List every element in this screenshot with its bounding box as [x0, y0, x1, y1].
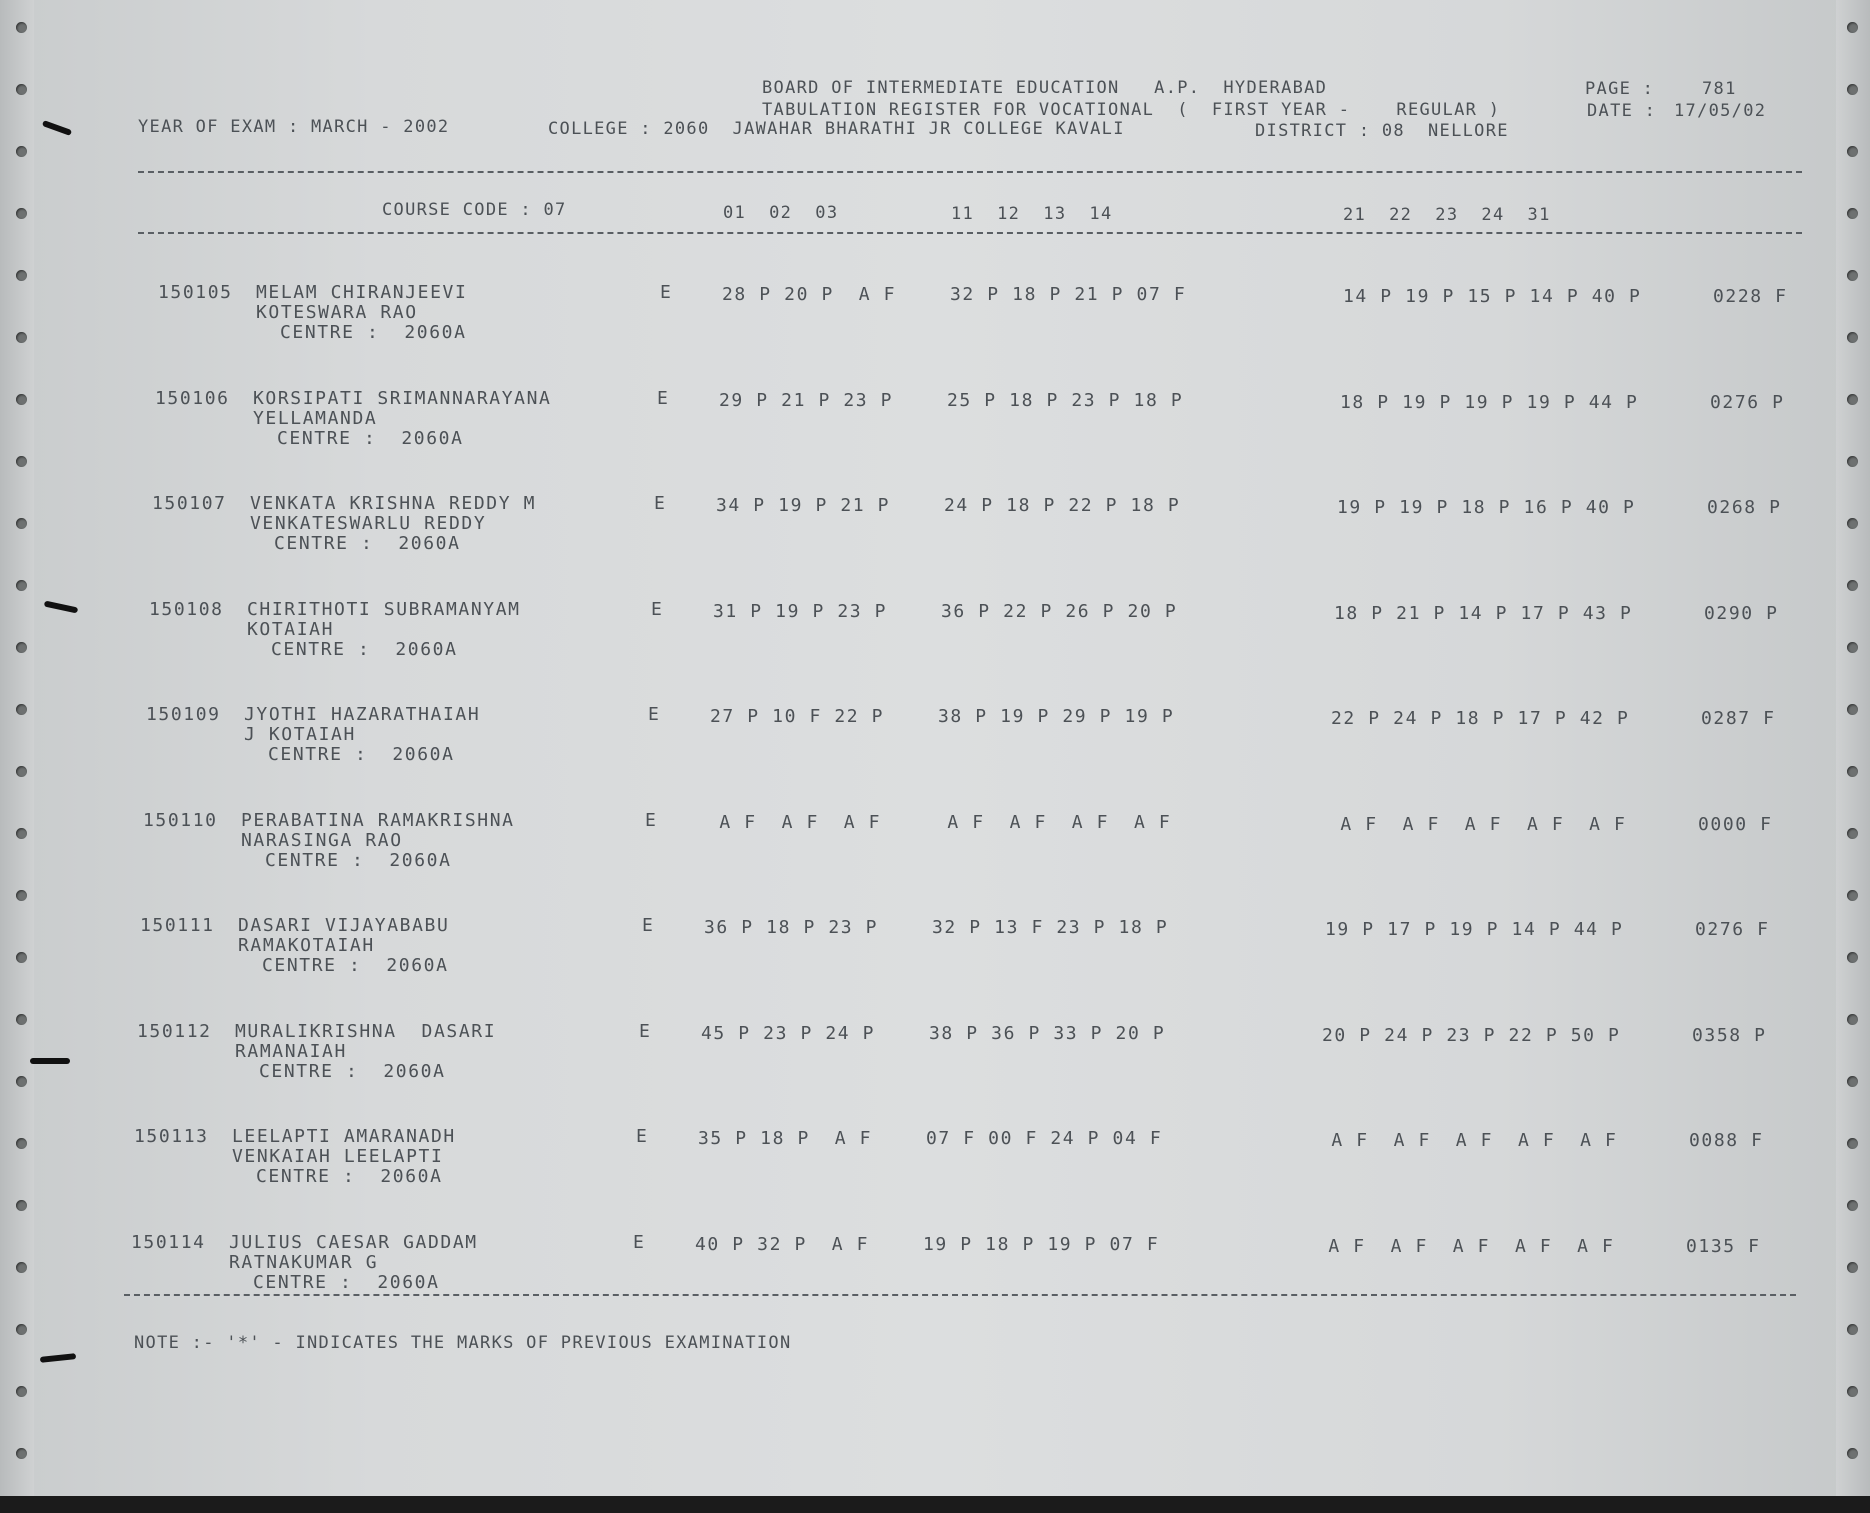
parent-name: VENKAIAH LEELAPTI: [232, 1146, 444, 1167]
marks-group-2: 19 P 18 P 19 P 07 F: [923, 1233, 1160, 1255]
parent-name: NARASINGA RAO: [241, 829, 403, 851]
centre-code: CENTRE : 2060A: [271, 638, 458, 660]
page-number: 781: [1702, 79, 1737, 99]
roll-number: 150109: [146, 704, 221, 725]
marks-group-2: 32 P 13 F 23 P 18 P: [932, 917, 1169, 938]
centre-code: CENTRE : 2060A: [268, 744, 455, 765]
marks-group-2: A F A F A F A F: [935, 811, 1172, 833]
binding-mark: [40, 1353, 76, 1363]
marks-group-2: 24 P 18 P 22 P 18 P: [944, 495, 1181, 516]
marks-group-3: 20 P 24 P 23 P 22 P 50 P: [1322, 1024, 1621, 1046]
marks-group-2: 25 P 18 P 23 P 18 P: [947, 389, 1184, 411]
parent-name: RAMAKOTAIAH: [238, 935, 375, 956]
date-label: DATE :: [1587, 101, 1657, 121]
marks-group-3: A F A F A F A F A F: [1328, 813, 1627, 835]
candidate-name: KORSIPATI SRIMANNARAYANA: [253, 387, 552, 409]
marks-group-1: 28 P 20 P A F: [722, 284, 897, 305]
student-record: [0, 388, 1867, 493]
student-record: [0, 282, 1870, 387]
register-title: TABULATION REGISTER FOR VOCATIONAL ( FIRST YEAR - REGULAR ): [762, 100, 1501, 120]
marks-group-3: 18 P 19 P 19 P 19 P 44 P: [1340, 391, 1639, 413]
feed-hole: [1847, 1448, 1858, 1459]
footer-note: NOTE :- '*' - INDICATES THE MARKS OF PREVIOUS EXAMINATION: [134, 1333, 792, 1353]
marks-group-1: 36 P 18 P 23 P: [704, 917, 879, 938]
medium: E: [642, 915, 655, 936]
total-result: 0287 F: [1701, 708, 1776, 729]
medium: E: [645, 809, 658, 831]
student-record: [0, 810, 1855, 915]
feed-hole: [16, 84, 27, 95]
student-record: [0, 493, 1864, 598]
marks-group-3: 19 P 17 P 19 P 14 P 44 P: [1325, 919, 1624, 940]
candidate-name: VENKATA KRISHNA REDDY M: [250, 493, 537, 514]
student-record: [0, 1232, 1843, 1337]
column-group-3: 21 22 23 24 31: [1343, 205, 1551, 225]
feed-hole: [16, 146, 27, 157]
student-record: [0, 704, 1858, 809]
centre-code: CENTRE : 2060A: [265, 849, 452, 871]
roll-number: 150112: [137, 1020, 212, 1042]
feed-hole: [1847, 270, 1858, 281]
candidate-name: MELAM CHIRANJEEVI: [256, 282, 468, 303]
divider-header: [138, 232, 1802, 234]
roll-number: 150113: [134, 1126, 209, 1147]
total-result: 0228 F: [1713, 286, 1788, 307]
centre-code: CENTRE : 2060A: [274, 533, 461, 554]
centre-code: CENTRE : 2060A: [262, 955, 449, 976]
district-name: DISTRICT : 08 NELLORE: [1255, 121, 1509, 141]
feed-hole: [1847, 1262, 1858, 1273]
medium: E: [636, 1126, 649, 1147]
binding-mark: [42, 120, 72, 136]
total-result: 0135 F: [1686, 1235, 1761, 1257]
year-of-exam: YEAR OF EXAM : MARCH - 2002: [138, 117, 450, 137]
parent-name: YELLAMANDA: [253, 407, 378, 429]
feed-hole: [16, 1448, 27, 1459]
marks-group-3: A F A F A F A F A F: [1319, 1130, 1618, 1151]
course-code: COURSE CODE : 07: [382, 200, 567, 220]
parent-name: KOTAIAH: [247, 618, 335, 640]
roll-number: 150105: [158, 282, 233, 303]
marks-group-3: 22 P 24 P 18 P 17 P 42 P: [1331, 708, 1630, 729]
parent-name: RAMANAIAH: [235, 1040, 347, 1062]
centre-code: CENTRE : 2060A: [256, 1166, 443, 1187]
student-record: [0, 1021, 1849, 1126]
marks-group-1: 34 P 19 P 21 P: [716, 495, 891, 516]
feed-hole: [1847, 208, 1858, 219]
parent-name: RATNAKUMAR G: [229, 1251, 379, 1273]
total-result: 0290 P: [1704, 602, 1779, 624]
divider-bottom: [124, 1294, 1796, 1296]
parent-name: J KOTAIAH: [244, 724, 356, 745]
medium: E: [657, 387, 670, 409]
marks-group-3: A F A F A F A F A F: [1316, 1235, 1615, 1257]
total-result: 0276 P: [1710, 391, 1785, 413]
marks-group-2: 38 P 36 P 33 P 20 P: [929, 1022, 1166, 1044]
marks-group-2: 32 P 18 P 21 P 07 F: [950, 284, 1187, 305]
centre-code: CENTRE : 2060A: [277, 427, 464, 449]
marks-group-1: 45 P 23 P 24 P: [701, 1022, 876, 1044]
roll-number: 150114: [131, 1231, 206, 1253]
medium: E: [654, 493, 667, 514]
marks-group-2: 38 P 19 P 29 P 19 P: [938, 706, 1175, 727]
total-result: 0268 P: [1707, 497, 1782, 518]
candidate-name: PERABATINA RAMAKRISHNA: [241, 809, 515, 831]
roll-number: 150108: [149, 598, 224, 620]
feed-hole: [1847, 1386, 1858, 1397]
feed-hole: [16, 270, 27, 281]
candidate-name: MURALIKRISHNA DASARI: [235, 1020, 497, 1042]
feed-hole: [1847, 84, 1858, 95]
total-result: 0088 F: [1689, 1130, 1764, 1151]
marks-group-1: 31 P 19 P 23 P: [713, 600, 888, 622]
candidate-name: DASARI VIJAYABABU: [238, 915, 450, 936]
feed-hole: [1847, 22, 1858, 33]
marks-group-1: 40 P 32 P A F: [695, 1233, 870, 1255]
feed-hole: [1847, 146, 1858, 157]
divider-top: [138, 171, 1802, 173]
marks-group-1: 27 P 10 F 22 P: [710, 706, 885, 727]
candidate-name: JULIUS CAESAR GADDAM: [229, 1231, 478, 1253]
feed-hole: [16, 1386, 27, 1397]
candidate-name: LEELAPTI AMARANADH: [232, 1126, 456, 1147]
student-record: [0, 1126, 1846, 1231]
board-title: BOARD OF INTERMEDIATE EDUCATION A.P. HYDERABAD: [762, 78, 1328, 98]
feed-hole: [16, 208, 27, 219]
column-group-1: 01 02 03: [723, 203, 839, 223]
feed-hole: [1847, 1138, 1858, 1149]
marks-group-2: 07 F 00 F 24 P 04 F: [926, 1128, 1163, 1149]
marks-group-2: 36 P 22 P 26 P 20 P: [941, 600, 1178, 622]
roll-number: 150106: [155, 387, 230, 409]
medium: E: [633, 1231, 646, 1253]
roll-number: 150111: [140, 915, 215, 936]
marks-group-1: 35 P 18 P A F: [698, 1128, 873, 1149]
marks-group-3: 19 P 19 P 18 P 16 P 40 P: [1337, 497, 1636, 518]
medium: E: [648, 704, 661, 725]
total-result: 0276 F: [1695, 919, 1770, 940]
centre-code: CENTRE : 2060A: [259, 1060, 446, 1082]
total-result: 0000 F: [1698, 813, 1773, 835]
total-result: 0358 P: [1692, 1024, 1767, 1046]
medium: E: [639, 1020, 652, 1042]
centre-code: CENTRE : 2060A: [253, 1271, 440, 1293]
candidate-name: JYOTHI HAZARATHAIAH: [244, 704, 481, 725]
marks-group-1: 29 P 21 P 23 P: [719, 389, 894, 411]
marks-group-1: A F A F A F: [707, 811, 882, 833]
print-date: 17/05/02: [1674, 101, 1767, 121]
parent-name: VENKATESWARLU REDDY: [250, 513, 487, 534]
marks-group-3: 18 P 21 P 14 P 17 P 43 P: [1334, 602, 1633, 624]
student-record: [0, 915, 1852, 1020]
column-group-2: 11 12 13 14: [951, 204, 1113, 224]
page-label: PAGE :: [1585, 79, 1655, 99]
feed-hole: [1847, 1324, 1858, 1335]
feed-hole: [1847, 1200, 1858, 1211]
roll-number: 150107: [152, 493, 227, 514]
feed-hole: [16, 22, 27, 33]
centre-code: CENTRE : 2060A: [280, 322, 467, 343]
candidate-name: CHIRITHOTI SUBRAMANYAM: [247, 598, 521, 620]
medium: E: [660, 282, 673, 303]
medium: E: [651, 598, 664, 620]
marks-group-3: 14 P 19 P 15 P 14 P 40 P: [1343, 286, 1642, 307]
student-record: [0, 599, 1861, 704]
college-name: COLLEGE : 2060 JAWAHAR BHARATHI JR COLLEGE KAVALI: [548, 119, 1125, 139]
parent-name: KOTESWARA RAO: [256, 302, 418, 323]
roll-number: 150110: [143, 809, 218, 831]
